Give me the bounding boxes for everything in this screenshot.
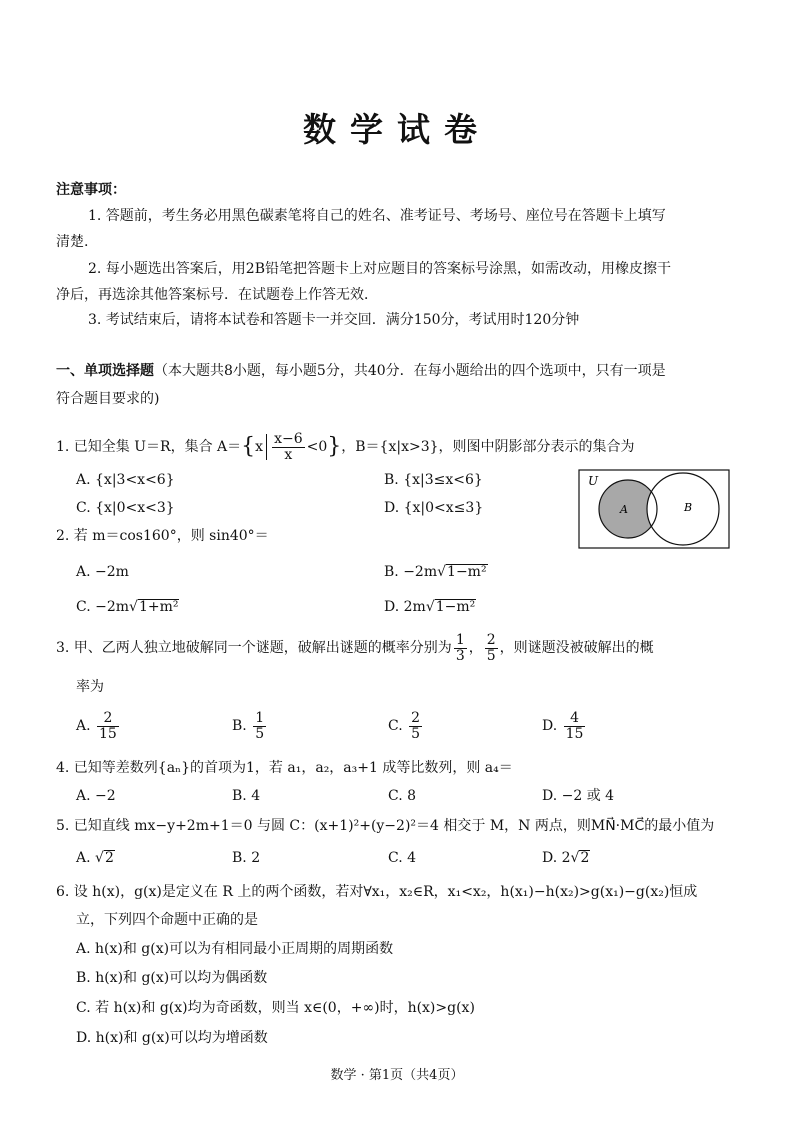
- q3-option-a: [76, 708, 121, 744]
- q4-option-c: C. 8: [388, 788, 417, 804]
- q5-option-c: C. 4: [388, 850, 417, 866]
- section-heading: [56, 361, 666, 381]
- q4-option-a: A. −2: [76, 788, 116, 804]
- q1-set-var: x: [255, 439, 264, 455]
- q6-option-d: D. h(x)和 g(x)可以均为增函数: [76, 1030, 268, 1046]
- q2-option-c: [76, 597, 179, 617]
- q3-stem-cont: 率为: [76, 679, 104, 695]
- q3-prob-2-den: 5: [486, 647, 496, 664]
- q3-stem-post: ，则谜题没被破解出的概: [499, 640, 654, 656]
- q1-frac-tail: <0: [306, 439, 328, 455]
- q3-option-c: [388, 708, 424, 744]
- q3-option-b-den: 5: [255, 725, 265, 742]
- question-5-stem: 5. 已知直线 mx−y+2m+1＝0 与圆 C：(x+1)²+(y−2)²＝4 相交于 M，N 两点，则MN⃗·MC⃗的最小值为: [56, 818, 715, 834]
- sqrt-symbol: √: [437, 564, 447, 580]
- q2-option-b: [384, 562, 488, 582]
- question-6-stem: 6. 设 h(x)，g(x)是定义在 R 上的两个函数，若对∀x₁，x₂∈R，x₁<x₂，h(x₁)−h(x₂)>g(x₁)−g(x₂)恒成: [56, 884, 698, 900]
- notice-item-3: 3. 考试结束后，请将本试卷和答题卡一并交回．满分150分，考试用时120分钟: [88, 312, 580, 328]
- q5-option-a: [76, 848, 115, 868]
- q2-option-d-pre: D. 2m: [384, 599, 426, 615]
- venn-label-u: U: [588, 474, 599, 488]
- venn-label-a: A: [620, 503, 628, 516]
- q1-option-c: C. {x|0<x<3}: [76, 500, 175, 516]
- q5-option-d-radicand: 2: [580, 850, 590, 866]
- q2-option-d: [384, 597, 476, 617]
- q3-stem-pre: 3. 甲、乙两人独立地破解同一个谜题，破解出谜题的概率分别为: [56, 640, 452, 656]
- q3-sep: ，: [468, 640, 483, 656]
- q3-prob-1-den: 3: [455, 647, 465, 664]
- venn-diagram: [578, 469, 730, 549]
- q6-option-b: B. h(x)和 g(x)可以均为偶函数: [76, 970, 268, 986]
- set-brace-open: {: [241, 434, 256, 459]
- notice-item-2: 2. 每小题选出答案后，用2B铅笔把答题卡上对应题目的答案标号涂黑，如需改动，用橡皮擦干: [88, 261, 672, 277]
- page-title: 数学试卷: [303, 110, 491, 149]
- q3-option-a-num: 2: [97, 711, 119, 727]
- q5-option-d-label: D. 2: [542, 850, 571, 866]
- q3-option-c-frac: [409, 711, 422, 742]
- venn-label-b: B: [684, 501, 693, 514]
- q3-option-b: [232, 708, 268, 744]
- q3-option-c-num: 2: [411, 709, 421, 726]
- q3-option-a-den: 15: [99, 725, 117, 742]
- q1-stem-post: ，B＝{x|x>3}，则图中阴影部分表示的集合为: [341, 439, 635, 455]
- section-desc: （本大题共8小题，每小题5分，共40分．在每小题给出的四个选项中，只有一项是: [154, 363, 666, 379]
- q3-option-d-frac: [564, 711, 586, 742]
- q5-option-b: B. 2: [232, 850, 261, 866]
- question-4-stem: 4. 已知等差数列{aₙ}的首项为1，若 a₁，a₂，a₃+1 成等比数列，则 a₄＝: [56, 760, 513, 776]
- q3-option-b-num: 1: [255, 709, 265, 726]
- sqrt-symbol: √: [95, 850, 104, 866]
- q2-option-a: A. −2m: [76, 564, 129, 580]
- set-divider: [266, 434, 267, 460]
- q2-option-b-pre: B. −2m: [384, 564, 438, 580]
- q3-option-d: [542, 708, 587, 744]
- q3-prob-1-num: 1: [455, 631, 465, 648]
- q1-frac-den: x: [284, 446, 293, 463]
- q6-option-a: A. h(x)和 g(x)可以为有相同最小正周期的周期函数: [76, 941, 394, 957]
- q3-option-d-num: 4: [564, 711, 586, 727]
- q5-option-a-radicand: 2: [104, 850, 114, 866]
- q3-option-c-den: 5: [411, 725, 421, 742]
- q1-fraction: [272, 432, 305, 463]
- question-3-stem: [56, 630, 654, 666]
- q3-option-a-label: A.: [76, 718, 91, 734]
- q3-option-d-den: 15: [565, 725, 584, 742]
- q1-frac-num: x−6: [274, 430, 303, 447]
- q1-option-b: B. {x|3≤x<6}: [384, 472, 483, 488]
- sqrt-symbol: √: [570, 850, 580, 866]
- q1-option-d: D. {x|0<x≤3}: [384, 500, 484, 516]
- question-1-stem: [56, 430, 635, 464]
- q3-option-c-label: C.: [388, 718, 403, 734]
- notice-item-1: 1. 答题前，考生务必用黑色碳素笔将自己的姓名、准考证号、考场号、座位号在答题卡上填写: [88, 208, 666, 224]
- q5-option-d: [542, 848, 590, 868]
- q3-option-b-frac: [253, 711, 266, 742]
- set-brace-close: }: [327, 434, 342, 459]
- section-title: 一、单项选择题: [56, 363, 154, 379]
- q3-prob-2-num: 2: [486, 631, 496, 648]
- sqrt-symbol: √: [425, 599, 435, 615]
- q3-prob-2: [485, 633, 498, 664]
- q6-stem-cont: 立，下列四个命题中正确的是: [76, 912, 258, 928]
- q3-option-b-label: B.: [232, 718, 247, 734]
- section-desc-cont: 符合题目要求的): [56, 391, 160, 407]
- question-2-stem: 2. 若 m＝cos160°，则 sin40°＝: [56, 528, 269, 544]
- q2-option-c-radicand: 1+m²: [138, 599, 179, 615]
- q2-option-d-radicand: 1−m²: [435, 599, 476, 615]
- notice-item-1-cont: 清楚.: [56, 234, 89, 250]
- sqrt-symbol: √: [129, 599, 138, 615]
- set-b-circle: [647, 473, 719, 545]
- q4-option-d: D. −2 或 4: [542, 788, 615, 804]
- q2-option-b-radicand: 1−m²: [447, 564, 487, 580]
- page-footer: 数学 · 第1页（共4页）: [330, 1068, 464, 1083]
- q1-option-a: A. {x|3<x<6}: [76, 472, 175, 488]
- q1-stem-pre: 1. 已知全集 U＝R，集合 A＝: [56, 439, 242, 455]
- q3-option-d-label: D.: [542, 718, 558, 734]
- q3-prob-1: [454, 633, 467, 664]
- q5-option-a-label: A.: [76, 850, 91, 866]
- q2-option-c-pre: C. −2m: [76, 599, 130, 615]
- q6-option-c: C. 若 h(x)和 g(x)均为奇函数，则当 x∈(0，+∞)时，h(x)>g(x): [76, 1000, 475, 1016]
- q4-option-b: B. 4: [232, 788, 261, 804]
- notice-item-2-cont: 净后，再选涂其他答案标号．在试题卷上作答无效．: [56, 287, 378, 303]
- notice-heading: 注意事项：: [56, 182, 126, 198]
- q3-option-a-frac: [97, 711, 119, 742]
